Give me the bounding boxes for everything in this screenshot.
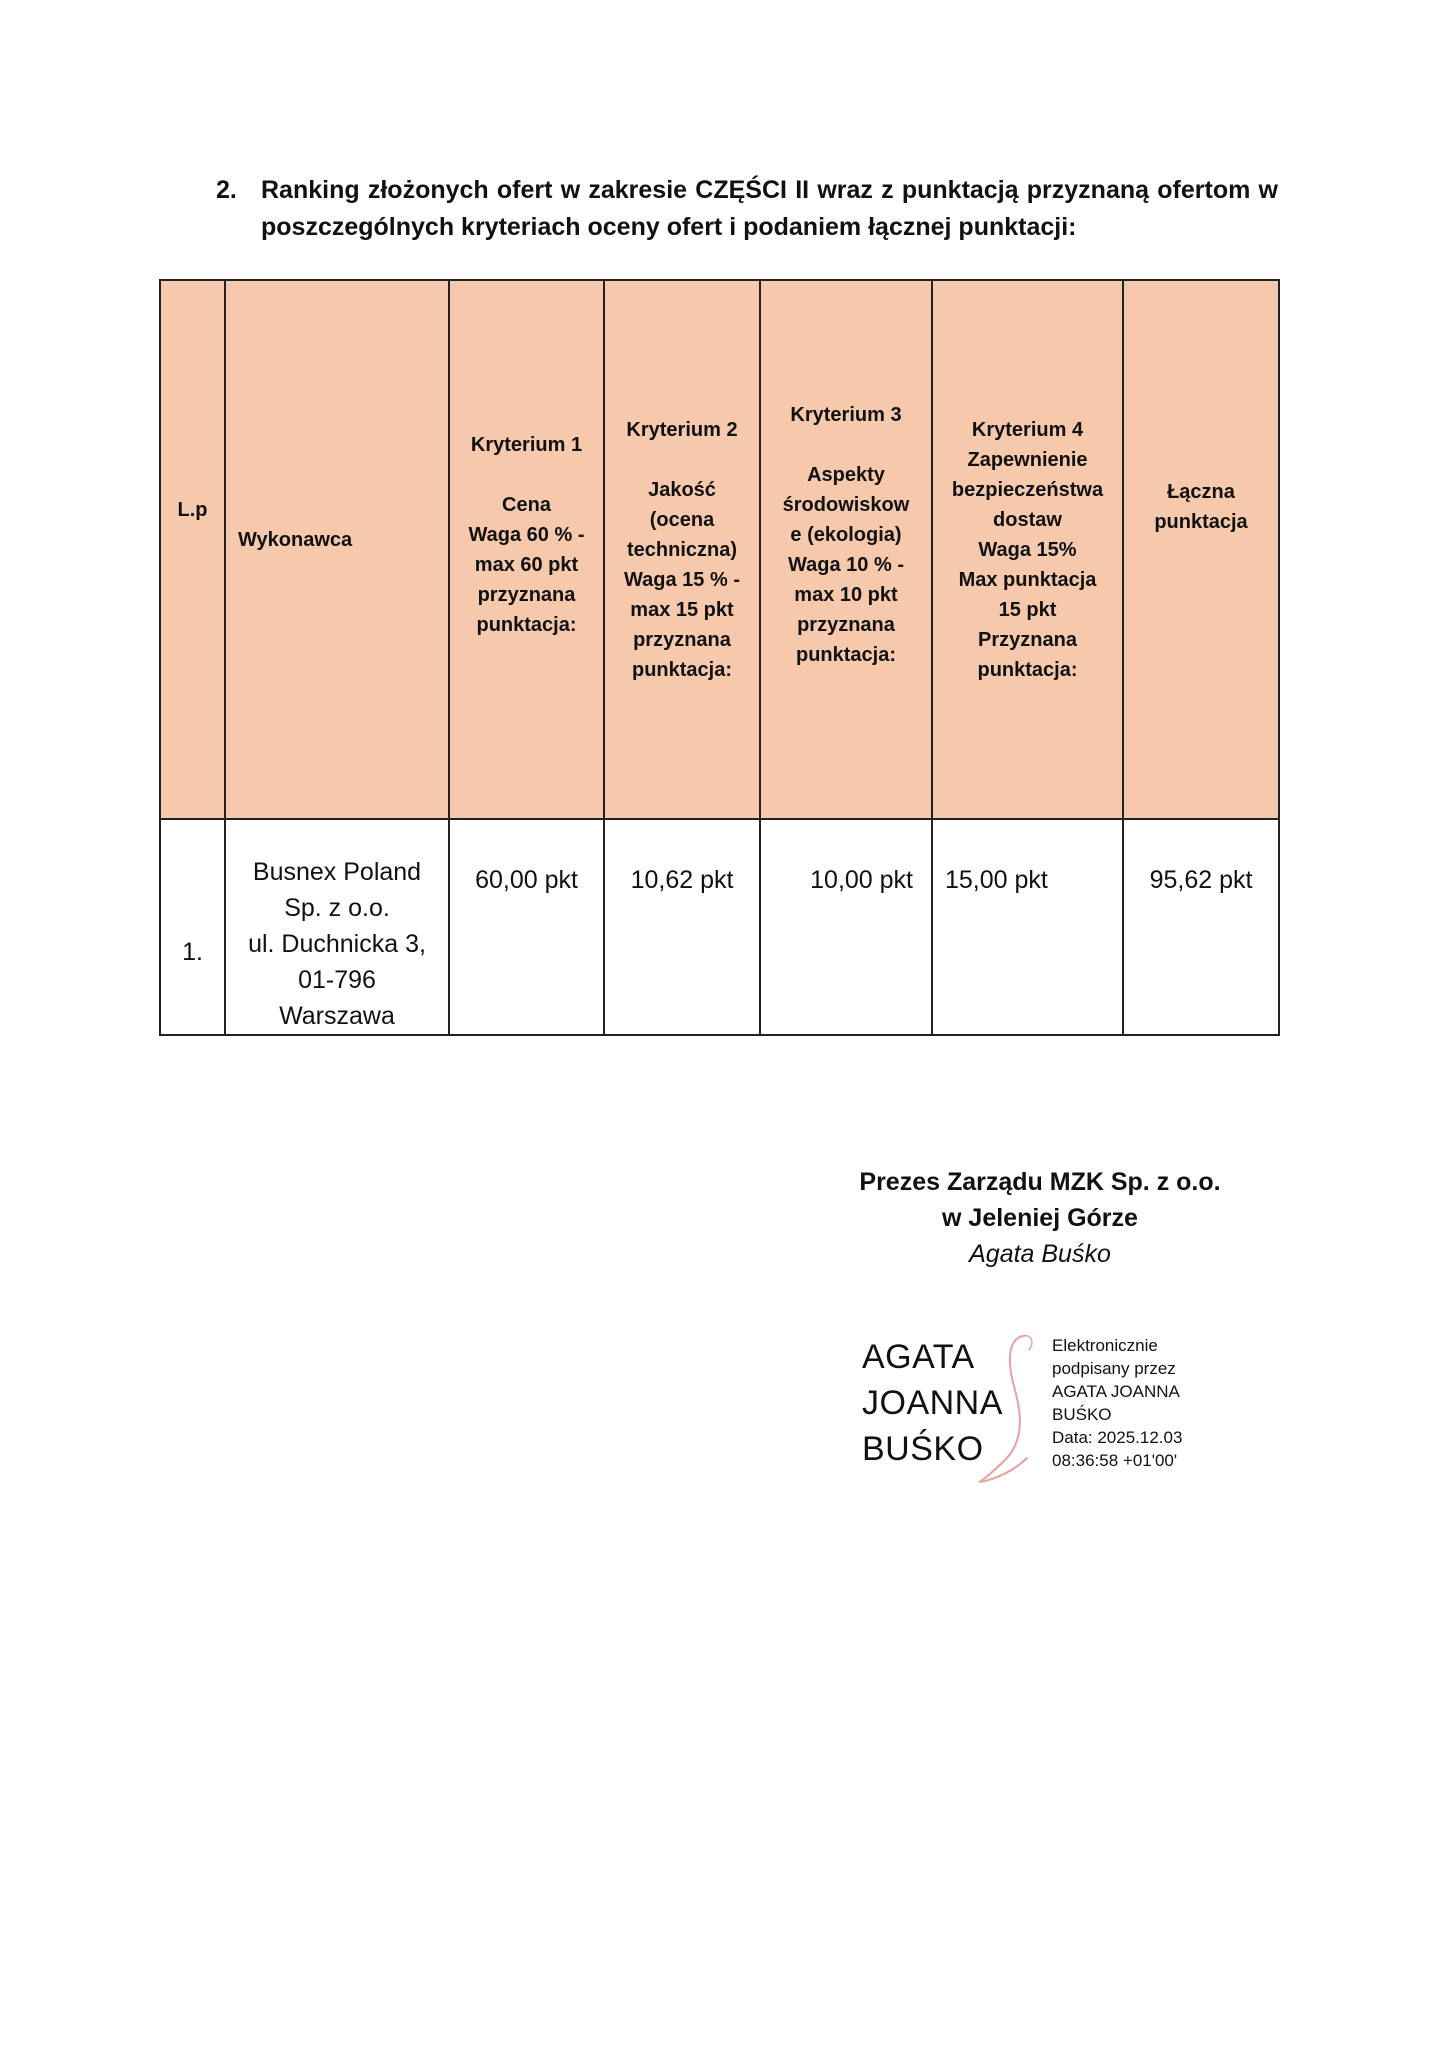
signature-location: w Jeleniej Górze — [942, 1204, 1138, 1232]
header-kryterium-1: Kryterium 1 Cena Waga 60 % - max 60 pkt przyznana punktacja: — [449, 280, 604, 819]
cell-laczna-punktacja: 95,62 pkt — [1123, 819, 1279, 1035]
cell-kryterium-1: 60,00 pkt — [449, 819, 604, 1035]
signature-block — [830, 1164, 1250, 1272]
header-kryterium-4: Kryterium 4 Zapewnienie bezpieczeństwa dostaw Waga 15% Max punktacja 15 pkt Przyznana punktacja: — [932, 280, 1123, 819]
table-header-row — [160, 280, 1279, 819]
section-number: 2. — [216, 176, 237, 204]
section-title: Ranking złożonych ofert w zakresie CZĘŚCI II wraz z punktacją przyznaną ofertom w poszczególnych kryteriach oceny ofert i podaniem łącznej punktacji: — [261, 176, 1278, 241]
cell-wykonawca: Busnex Poland Sp. z o.o. ul. Duchnicka 3, 01-796 Warszawa — [225, 819, 449, 1035]
signature-name: Agata Buśko — [969, 1240, 1111, 1268]
header-kryterium-2: Kryterium 2 Jakość (ocena techniczna) Waga 15 % - max 15 pkt przyznana punktacja: — [604, 280, 760, 819]
header-laczna-punktacja: Łączna punktacja — [1123, 280, 1279, 819]
ranking-table — [159, 279, 1280, 1036]
table-row — [160, 819, 1279, 1035]
header-kryterium-3: Kryterium 3 Aspekty środowiskow e (ekologia) Waga 10 % - max 10 pkt przyznana punktacja: — [760, 280, 932, 819]
signature-title: Prezes Zarządu MZK Sp. z o.o. — [859, 1168, 1221, 1196]
cell-lp: 1. — [160, 819, 225, 1035]
section-heading — [216, 172, 1278, 246]
esignature-mark-icon — [975, 1330, 1045, 1490]
esignature-info: Elektronicznie podpisany przez AGATA JOANNA BUŚKO Data: 2025.12.03 08:36:58 +01'00' — [1052, 1336, 1183, 1470]
cell-kryterium-3: 10,00 pkt — [760, 819, 932, 1035]
header-lp: L.p — [160, 280, 225, 819]
cell-kryterium-4: 15,00 pkt — [932, 819, 1123, 1035]
header-wykonawca: Wykonawca — [225, 280, 449, 819]
esignature-name: AGATA JOANNA BUŚKO — [862, 1338, 1003, 1468]
cell-kryterium-2: 10,62 pkt — [604, 819, 760, 1035]
